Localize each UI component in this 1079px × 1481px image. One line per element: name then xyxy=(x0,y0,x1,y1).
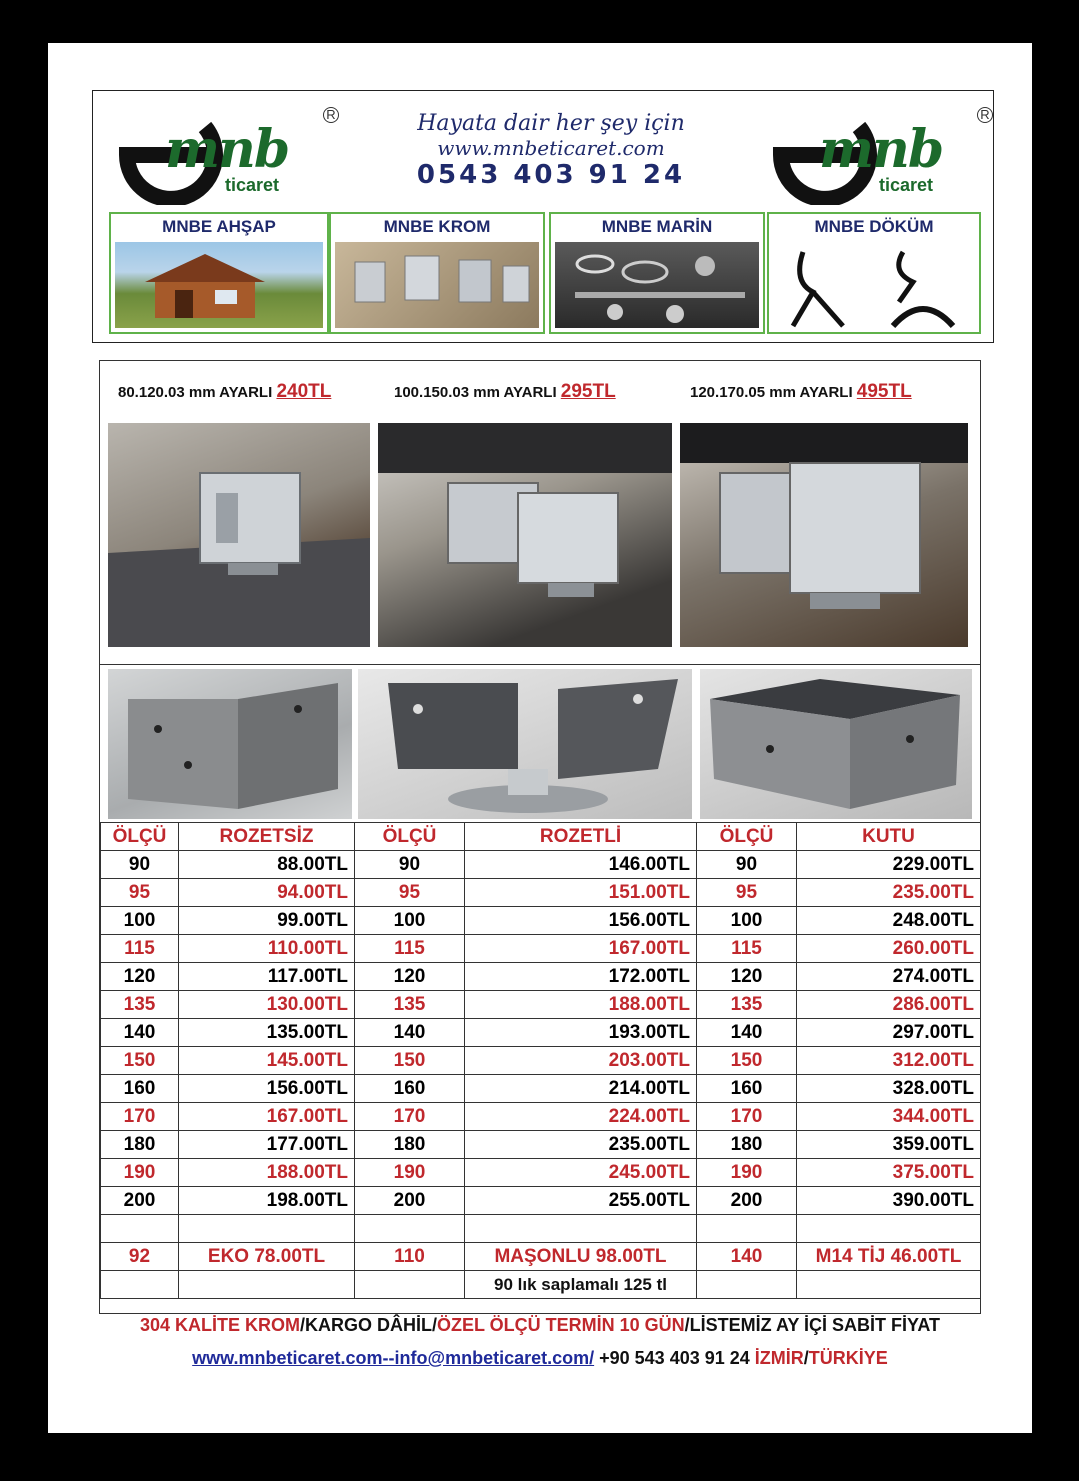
note-saplamali: 90 lık saplamalı 125 tl xyxy=(465,1271,697,1299)
post-base-icon xyxy=(378,423,672,647)
price-cell: 117.00TL xyxy=(179,963,355,991)
price-cell: 235.00TL xyxy=(465,1131,697,1159)
price-cell: 214.00TL xyxy=(465,1075,697,1103)
size-cell: 170 xyxy=(355,1103,465,1131)
size-cell: 120 xyxy=(355,963,465,991)
size-cell: 180 xyxy=(355,1131,465,1159)
box-bracket-icon xyxy=(700,669,972,819)
size-cell: 170 xyxy=(101,1103,179,1131)
u-bracket-icon xyxy=(108,669,352,819)
price-cell: 99.00TL xyxy=(179,907,355,935)
product-photo-adjustable-1 xyxy=(108,423,370,647)
category-label: MNBE AHŞAP xyxy=(162,217,276,236)
slogan-block xyxy=(361,111,741,190)
post-base-icon xyxy=(108,423,370,647)
extra-size: 110 xyxy=(355,1243,465,1271)
term-quality: 304 KALİTE KROM xyxy=(139,1315,300,1335)
price-cell: 344.00TL xyxy=(797,1103,981,1131)
footer-terms xyxy=(100,1315,980,1336)
header-phone[interactable]: 0543 403 91 24 xyxy=(416,160,686,190)
size-cell: 135 xyxy=(101,991,179,1019)
size-cell: 90 xyxy=(697,851,797,879)
extra-size: 92 xyxy=(101,1243,179,1271)
size-cell: 160 xyxy=(697,1075,797,1103)
header-banner xyxy=(92,90,994,343)
price-cell: 248.00TL xyxy=(797,907,981,935)
product-section xyxy=(99,360,981,1314)
price-cell: 224.00TL xyxy=(465,1103,697,1131)
section-divider xyxy=(100,664,980,665)
price-cell: 328.00TL xyxy=(797,1075,981,1103)
size-cell: 90 xyxy=(355,851,465,879)
contact-city: İZMİR xyxy=(754,1348,804,1368)
product-photo-rozetli xyxy=(358,669,692,819)
table-row xyxy=(101,991,981,1019)
price-table xyxy=(100,822,981,1299)
size-cell: 120 xyxy=(697,963,797,991)
table-row xyxy=(101,1159,981,1187)
size-cell: 200 xyxy=(355,1187,465,1215)
adjustable-price: 295TL xyxy=(560,381,616,402)
adjustable-price-2 xyxy=(394,381,616,403)
table-empty-row xyxy=(101,1215,981,1243)
cast-iron-image xyxy=(773,242,975,328)
brand-logo-right xyxy=(759,105,989,205)
price-cell: 110.00TL xyxy=(179,935,355,963)
price-cell: 172.00TL xyxy=(465,963,697,991)
adjustable-price-3 xyxy=(690,381,912,403)
adjustable-price: 495TL xyxy=(856,381,912,402)
size-cell: 100 xyxy=(697,907,797,935)
cabin-icon xyxy=(115,242,327,330)
slogan-text: Hayata dair her şey için xyxy=(417,111,685,136)
size-cell: 180 xyxy=(697,1131,797,1159)
bench-leg-icon xyxy=(773,242,979,330)
footer-contact xyxy=(100,1348,980,1369)
category-label: MNBE DÖKÜM xyxy=(814,217,934,236)
marine-hardware-image xyxy=(555,242,759,328)
size-cell: 180 xyxy=(101,1131,179,1159)
header-rozetsiz: ROZETSİZ xyxy=(179,823,355,851)
price-cell: 94.00TL xyxy=(179,879,355,907)
bracket-icon xyxy=(335,242,543,330)
price-cell: 146.00TL xyxy=(465,851,697,879)
size-cell: 140 xyxy=(697,1019,797,1047)
rosette-bracket-icon xyxy=(358,669,692,819)
contact-separator: / xyxy=(803,1348,809,1368)
table-row xyxy=(101,851,981,879)
product-photo-kutu xyxy=(700,669,972,819)
table-row xyxy=(101,1187,981,1215)
table-row xyxy=(101,1047,981,1075)
wooden-cabin-image xyxy=(115,242,323,328)
price-cell: 260.00TL xyxy=(797,935,981,963)
size-cell: 135 xyxy=(697,991,797,1019)
price-cell: 359.00TL xyxy=(797,1131,981,1159)
price-cell: 156.00TL xyxy=(465,907,697,935)
table-header-row xyxy=(101,823,981,851)
price-cell: 390.00TL xyxy=(797,1187,981,1215)
price-cell: 245.00TL xyxy=(465,1159,697,1187)
size-cell: 190 xyxy=(101,1159,179,1187)
product-photo-adjustable-2 xyxy=(378,423,672,647)
price-list-page xyxy=(48,43,1032,1433)
extra-eko: EKO 78.00TL xyxy=(179,1243,355,1271)
price-cell: 88.00TL xyxy=(179,851,355,879)
price-cell: 177.00TL xyxy=(179,1131,355,1159)
logo-subtext: ticaret xyxy=(225,175,280,195)
price-cell: 188.00TL xyxy=(465,991,697,1019)
post-base-icon xyxy=(680,423,968,647)
product-photo-rozetsiz xyxy=(108,669,352,819)
size-cell: 190 xyxy=(697,1159,797,1187)
size-cell: 160 xyxy=(101,1075,179,1103)
size-cell: 190 xyxy=(355,1159,465,1187)
header-kutu: KUTU xyxy=(797,823,981,851)
price-cell: 167.00TL xyxy=(465,935,697,963)
table-body xyxy=(101,851,981,1215)
category-ahsap[interactable] xyxy=(109,212,329,334)
category-label: MNBE MARİN xyxy=(601,217,713,236)
contact-country: TÜRKİYE xyxy=(808,1348,888,1368)
price-cell: 274.00TL xyxy=(797,963,981,991)
price-cell: 375.00TL xyxy=(797,1159,981,1187)
price-cell: 151.00TL xyxy=(465,879,697,907)
adjustable-label: 100.150.03 mm AYARLI xyxy=(394,384,561,401)
size-cell: 115 xyxy=(355,935,465,963)
table-note-row xyxy=(101,1271,981,1299)
header-size: ÖLÇÜ xyxy=(697,823,797,851)
chrome-brackets-image xyxy=(335,242,539,328)
term-shipping: /KARGO DÂHİL/ xyxy=(299,1315,437,1335)
logo-subtext: ticaret xyxy=(879,175,934,195)
header-rozetli: ROZETLİ xyxy=(465,823,697,851)
size-cell: 100 xyxy=(101,907,179,935)
size-cell: 150 xyxy=(101,1047,179,1075)
table-row xyxy=(101,1103,981,1131)
size-cell: 115 xyxy=(697,935,797,963)
marine-parts-icon xyxy=(555,242,763,330)
price-cell: 188.00TL xyxy=(179,1159,355,1187)
size-cell: 150 xyxy=(697,1047,797,1075)
category-krom[interactable] xyxy=(329,212,545,334)
size-cell: 100 xyxy=(355,907,465,935)
size-cell: 120 xyxy=(101,963,179,991)
table-extra-row xyxy=(101,1243,981,1271)
header-website[interactable]: www.mnbeticaret.com xyxy=(437,136,665,160)
table-row xyxy=(101,1131,981,1159)
size-cell: 140 xyxy=(101,1019,179,1047)
header-size: ÖLÇÜ xyxy=(101,823,179,851)
category-dokum[interactable] xyxy=(767,212,981,334)
size-cell: 200 xyxy=(697,1187,797,1215)
price-cell: 286.00TL xyxy=(797,991,981,1019)
price-cell: 156.00TL xyxy=(179,1075,355,1103)
category-label: MNBE KROM xyxy=(383,217,491,236)
adjustable-label: 80.120.03 mm AYARLI xyxy=(118,384,277,401)
registered-mark: R xyxy=(977,107,993,123)
price-cell: 229.00TL xyxy=(797,851,981,879)
size-cell: 95 xyxy=(355,879,465,907)
registered-mark: R xyxy=(323,107,339,123)
price-cell: 130.00TL xyxy=(179,991,355,1019)
extra-masonlu: MAŞONLU 98.00TL xyxy=(465,1243,697,1271)
size-cell: 160 xyxy=(355,1075,465,1103)
price-cell: 312.00TL xyxy=(797,1047,981,1075)
term-custom-size: ÖZEL ÖLÇÜ TERMİN 10 GÜN xyxy=(436,1315,685,1335)
category-marin[interactable] xyxy=(549,212,765,334)
size-cell: 135 xyxy=(355,991,465,1019)
adjustable-price-1 xyxy=(118,381,331,403)
term-fixed-price: /LİSTEMİZ AY İÇİ SABİT FİYAT xyxy=(684,1315,941,1335)
size-cell: 115 xyxy=(101,935,179,963)
size-cell: 95 xyxy=(101,879,179,907)
size-cell: 200 xyxy=(101,1187,179,1215)
table-row xyxy=(101,1019,981,1047)
size-cell: 150 xyxy=(355,1047,465,1075)
adjustable-label: 120.170.05 mm AYARLI xyxy=(690,384,857,401)
contact-phone[interactable]: +90 543 403 91 24 xyxy=(594,1348,755,1368)
table-row xyxy=(101,1075,981,1103)
contact-link[interactable]: www.mnbeticaret.com--info@mnbeticaret.com/ xyxy=(192,1348,595,1368)
logo-text: mnb xyxy=(165,119,289,180)
price-cell: 145.00TL xyxy=(179,1047,355,1075)
price-cell: 167.00TL xyxy=(179,1103,355,1131)
price-cell: 203.00TL xyxy=(465,1047,697,1075)
adjustable-price: 240TL xyxy=(276,381,332,402)
table-row xyxy=(101,879,981,907)
table-row xyxy=(101,963,981,991)
price-cell: 297.00TL xyxy=(797,1019,981,1047)
table-row xyxy=(101,935,981,963)
header-size: ÖLÇÜ xyxy=(355,823,465,851)
extra-m14: M14 TİJ 46.00TL xyxy=(797,1243,981,1271)
price-cell: 198.00TL xyxy=(179,1187,355,1215)
table-row xyxy=(101,907,981,935)
size-cell: 90 xyxy=(101,851,179,879)
size-cell: 95 xyxy=(697,879,797,907)
price-cell: 255.00TL xyxy=(465,1187,697,1215)
logo-text: mnb xyxy=(819,119,943,180)
size-cell: 140 xyxy=(355,1019,465,1047)
brand-logo-left xyxy=(105,105,335,205)
price-cell: 193.00TL xyxy=(465,1019,697,1047)
size-cell: 170 xyxy=(697,1103,797,1131)
price-cell: 135.00TL xyxy=(179,1019,355,1047)
extra-size: 140 xyxy=(697,1243,797,1271)
price-cell: 235.00TL xyxy=(797,879,981,907)
product-photo-adjustable-3 xyxy=(680,423,968,647)
